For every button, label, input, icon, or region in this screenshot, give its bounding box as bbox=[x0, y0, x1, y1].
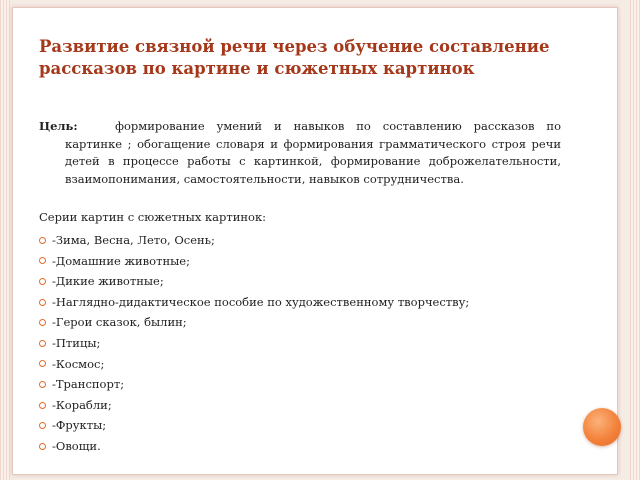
list-item-text: -Зима, Весна, Лето, Осень; bbox=[52, 233, 215, 247]
list-item-text: -Дикие животные; bbox=[52, 274, 164, 289]
slide bbox=[12, 7, 618, 475]
bullet-circle-icon bbox=[39, 360, 46, 367]
list-item-text: -Птицы; bbox=[52, 335, 101, 350]
list-item bbox=[39, 230, 469, 251]
list-item bbox=[39, 271, 469, 292]
list-item-text: -Герои сказок, былин; bbox=[52, 315, 187, 330]
bullet-circle-icon bbox=[39, 402, 46, 409]
right-stripe-decoration bbox=[630, 0, 640, 480]
list-item-text: -Домашние животные; bbox=[52, 253, 190, 268]
list-item bbox=[39, 333, 469, 354]
series-intro: Серии картин с сюжетных картинок: bbox=[39, 210, 267, 224]
goal-text: формирование умений и навыков по составлению рассказов по картинке ; обогащение словаря и формирования грамматического строя речи детей в процессе работы с картинкой, формирование доброжелательности, взаимопонимания, самостоятельности, навыков сотрудничества. bbox=[65, 119, 561, 186]
list-item bbox=[39, 415, 469, 436]
bullet-circle-icon bbox=[39, 443, 46, 450]
list-item bbox=[39, 374, 469, 395]
bullet-circle-icon bbox=[39, 257, 46, 264]
list-item-text: -Транспорт; bbox=[52, 377, 125, 392]
list-item bbox=[39, 395, 469, 416]
list-item-text: -Космос; bbox=[52, 356, 105, 371]
list-item bbox=[39, 312, 469, 333]
bullet-circle-icon bbox=[39, 381, 46, 388]
orange-circle-decoration bbox=[583, 408, 621, 446]
slide-title: Развитие связной речи через обучение составление рассказов по картине и сюжетных картинок bbox=[39, 37, 550, 78]
goal-label: Цель: bbox=[39, 119, 78, 133]
bullet-circle-icon bbox=[39, 299, 46, 306]
list-item-text: -Корабли; bbox=[52, 397, 112, 412]
list-item bbox=[39, 436, 469, 457]
list-item-text: -Фрукты; bbox=[52, 418, 107, 433]
goal-paragraph bbox=[39, 118, 561, 188]
list-item bbox=[39, 354, 469, 375]
bullet-circle-icon bbox=[39, 422, 46, 429]
list-item bbox=[39, 292, 469, 313]
bullet-circle-icon bbox=[39, 278, 46, 285]
list-item-text: -Овощи. bbox=[52, 438, 101, 453]
bullet-circle-icon bbox=[39, 237, 46, 244]
list-item bbox=[39, 251, 469, 272]
bullet-circle-icon bbox=[39, 319, 46, 326]
series-list bbox=[39, 230, 469, 457]
list-item-text: -Наглядно-дидактическое пособие по художественному творчеству; bbox=[52, 294, 470, 309]
bullet-circle-icon bbox=[39, 340, 46, 347]
left-stripe-decoration bbox=[0, 0, 10, 480]
